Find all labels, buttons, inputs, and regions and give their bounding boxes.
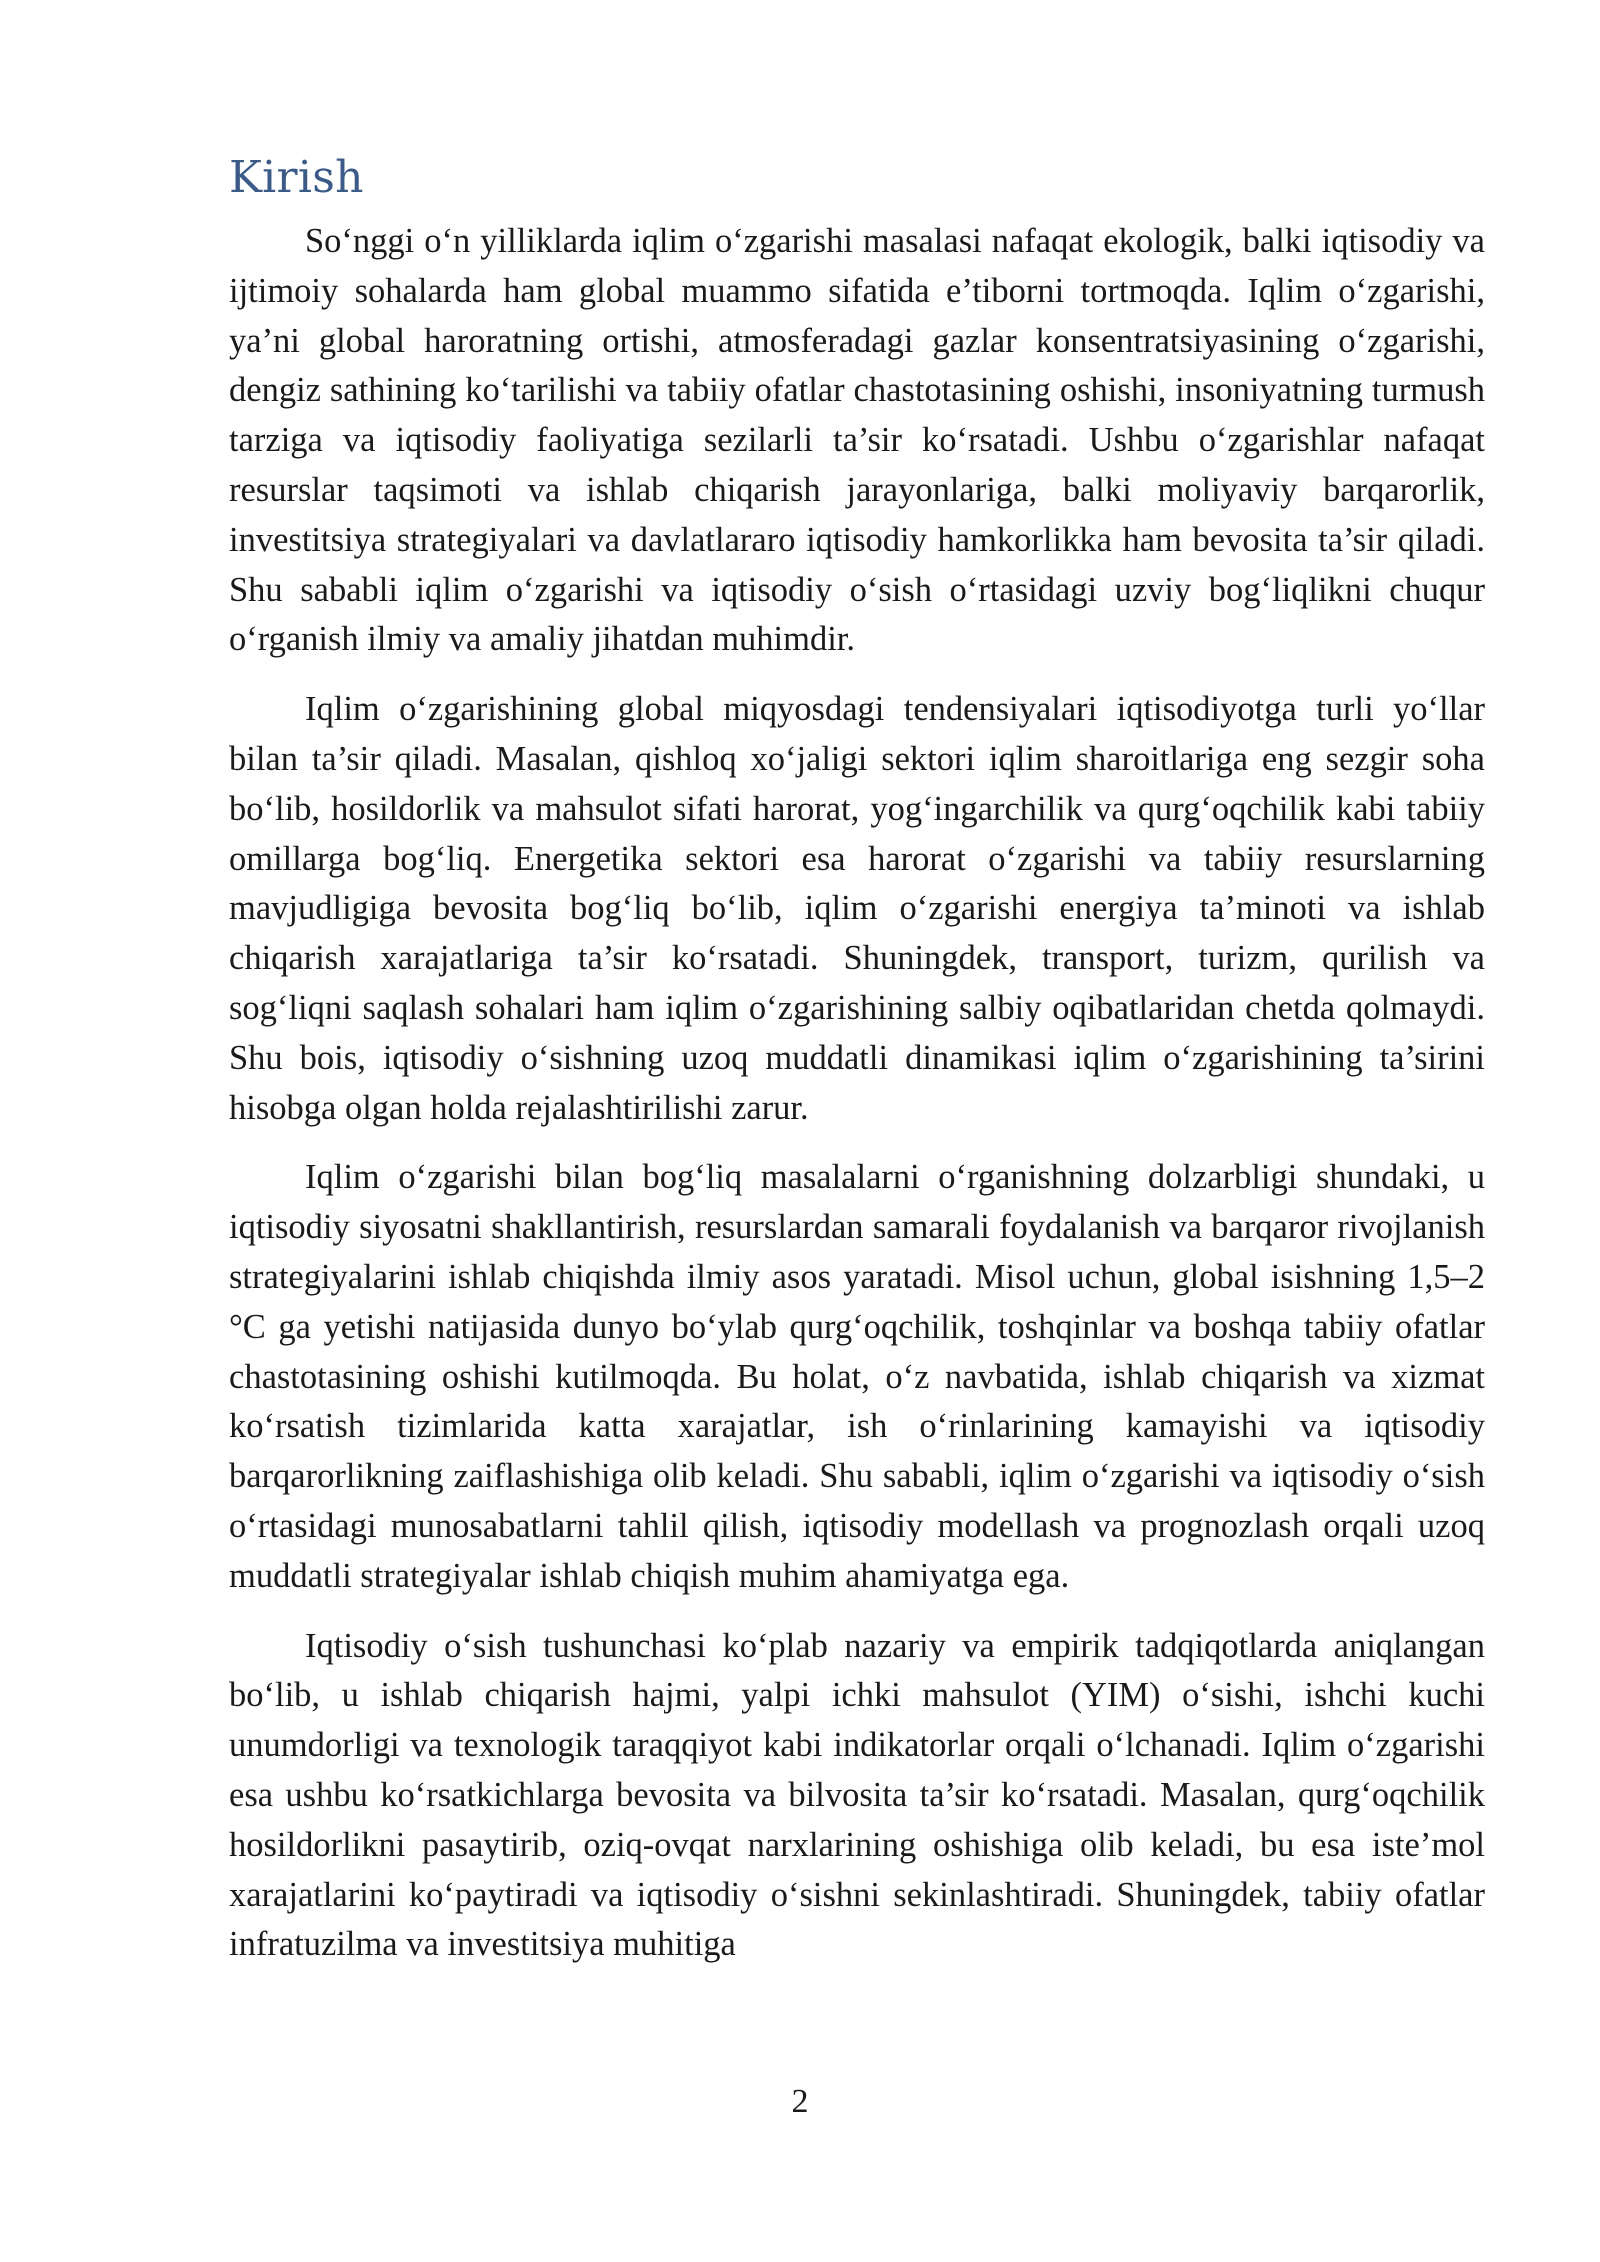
- paragraph-2: Iqlim o‘zgarishining global miqyosdagi tendensiyalari iqtisodiyotga turli yo‘llar bilan ta’sir qiladi. Masalan, qishloq xo‘jaligi sektori iqlim sharoitlariga eng sezgir soha bo‘lib, hosildorlik va mahsulot sifati harorat, yog‘ingarchilik va qurg‘oqchilik kabi tabiiy omillarga bog‘liq. Energetika sektori esa harorat o‘zgarishi va tabiiy resurslarning mavjudligiga bevosita bog‘liq bo‘lib, iqlim o‘zgarishi energiya ta’minoti va ishlab chiqarish xarajatlariga ta’sir ko‘rsatadi. Shuningdek, transport, turizm, qurilish va sog‘liqni saqlash sohalari ham iqlim o‘zgarishining salbiy oqibatlaridan chetda qolmaydi. Shu bois, iqtisodiy o‘sishning uzoq muddatli dinamikasi iqlim o‘zgarishining ta’sirini hisobga olgan holda rejalashtirilishi zarur.: [229, 690, 1485, 1127]
- paragraph-1: So‘nggi o‘n yilliklarda iqlim o‘zgarishi masalasi nafaqat ekologik, balki iqtisodiy va ijtimoiy sohalarda ham global muammo sifatida e’tiborni tortmoqda. Iqlim o‘zgarishi, ya’ni global haroratning ortishi, atmosferadagi gazlar konsentratsiyasining o‘zgarishi, dengiz sathining ko‘tarilishi va tabiiy ofatlar chastotasining oshishi, insoniyatning turmush tarziga va iqtisodiy faoliyatiga sezilarli ta’sir ko‘rsatadi. Ushbu o‘zgarishlar nafaqat resurslar taqsimoti va ishlab chiqarish jarayonlariga, balki moliyaviy barqarorlik, investitsiya strategiyalari va davlatlararo iqtisodiy hamkorlikka ham bevosita ta’sir qiladi. Shu sababli iqlim o‘zgarishi va iqtisodiy o‘sish o‘rtasidagi uzviy bog‘liqlikni chuqur o‘rganish ilmiy va amaliy jihatdan muhimdir.: [229, 222, 1485, 659]
- section-heading: Kirish: [229, 152, 364, 203]
- page-content: [229, 150, 1485, 1990]
- paragraph-3: Iqlim o‘zgarishi bilan bog‘liq masalalarni o‘rganishning dolzarbligi shundaki, u iqtisodiy siyosatni shakllantirish, resurslardan samarali foydalanish va barqaror rivojlanish strategiyalarini ishlab chiqishda ilmiy asos yaratadi. Misol uchun, global isishning 1,5–2 °C ga yetishi natijasida dunyo bo‘ylab qurg‘oqchilik, toshqinlar va boshqa tabiiy ofatlar chastotasining oshishi kutilmoqda. Bu holat, o‘z navbatida, ishlab chiqarish va xizmat ko‘rsatish tizimlarida katta xarajatlar, ish o‘rinlarining kamayishi va iqtisodiy barqarorlikning zaiflashishiga olib keladi. Shu sababli, iqlim o‘zgarishi va iqtisodiy o‘sish o‘rtasidagi munosabatlarni tahlil qilish, iqtisodiy modellash va prognozlash orqali uzoq muddatli strategiyalar ishlab chiqish muhim ahamiyatga ega.: [229, 1158, 1485, 1595]
- page-number: 2: [791, 2083, 809, 2120]
- paragraph-4: Iqtisodiy o‘sish tushunchasi ko‘plab nazariy va empirik tadqiqotlarda aniqlangan bo‘lib, u ishlab chiqarish hajmi, yalpi ichki mahsulot (YIM) o‘sishi, ishchi kuchi unumdorligi va texnologik taraqqiyot kabi indikatorlar orqali o‘lchanadi. Iqlim o‘zgarishi esa ushbu ko‘rsatkichlarga bevosita va bilvosita ta’sir ko‘rsatadi. Masalan, qurg‘oqchilik hosildorlikni pasaytirib, oziq-ovqat narxlarining oshishiga olib keladi, bu esa iste’mol xarajatlarini ko‘paytiradi va iqtisodiy o‘sishni sekinlashtiradi. Shuningdek, tabiiy ofatlar infratuzilma va investitsiya muhitiga: [229, 1626, 1485, 1964]
